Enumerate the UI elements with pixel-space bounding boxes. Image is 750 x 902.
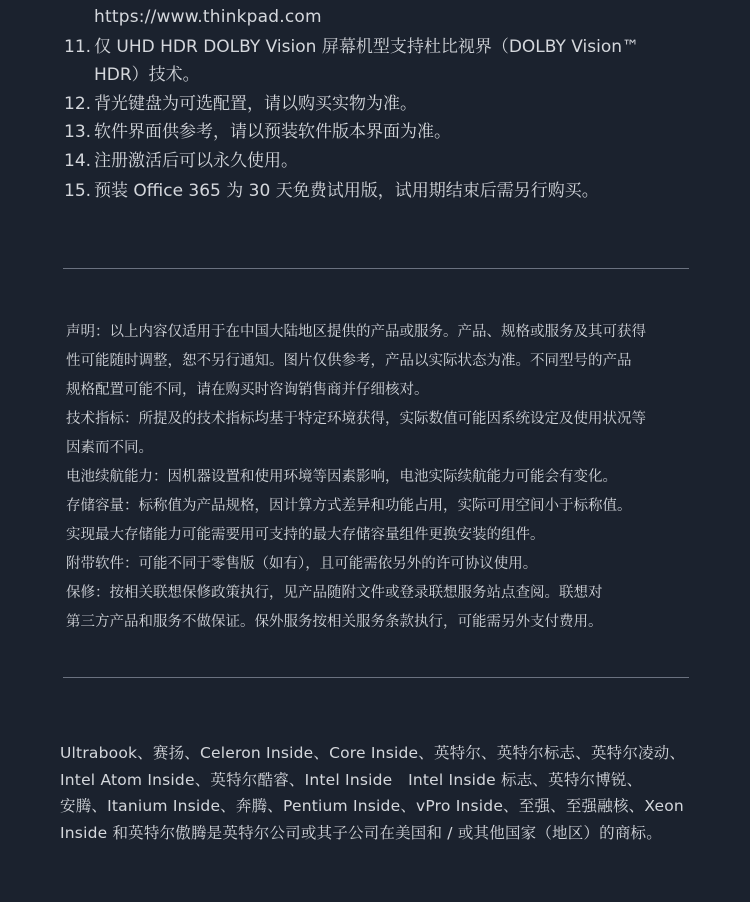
trademark-line: Inside 和英特尔傲腾是英特尔公司或其子公司在美国和 / 或其他国家（地区）的商标。 [60, 823, 662, 842]
note-number: 14. [64, 151, 92, 171]
divider-bottom [63, 677, 689, 678]
note-text: 背光键盘为可选配置，请以购买实物为准。 [94, 94, 417, 114]
note-text: 仅 UHD HDR DOLBY Vision 屏幕机型支持杜比视界（DOLBY Vision™ [94, 37, 640, 57]
note-item-12 [64, 90, 417, 118]
disclaimer-line: 性可能随时调整，恕不另行通知。图片仅供参考，产品以实际状态为准。不同型号的产品 [66, 353, 632, 369]
note-text: 注册激活后可以永久使用。 [94, 151, 298, 171]
note-text: 预装 Office 365 为 30 天免费试用版，试用期结束后需另行购买。 [94, 181, 599, 201]
note-item-15 [64, 177, 599, 205]
disclaimer-line: 因素而不同。 [66, 440, 153, 456]
note-number: 15. [64, 181, 92, 201]
note-text: 软件界面供参考，请以预装软件版本界面为准。 [94, 122, 451, 142]
disclaimer-line: 保修：按相关联想保修政策执行，见产品随附文件或登录联想服务站点查阅。联想对 [66, 585, 603, 601]
note-item-14 [64, 147, 298, 175]
note-number: 13. [64, 122, 92, 142]
note-item-11 [64, 33, 639, 89]
disclaimer-section [66, 318, 716, 637]
trademark-line: 安腾、Itanium Inside、奔腾、Pentium Inside、vPro Inside、至强、至强融核、Xeon [60, 797, 684, 815]
disclaimer-line: 电池续航能力：因机器设置和使用环境等因素影响，电池实际续航能力可能会有变化。 [66, 469, 617, 485]
divider-top [63, 268, 689, 269]
trademark-line: Intel Atom Inside、英特尔酷睿、Intel Inside Intel Inside 标志、英特尔博锐、 [60, 770, 643, 789]
trademark-line: Ultrabook、赛扬、Celeron Inside、Core Inside、英特尔、英特尔标志、英特尔凌动、 [60, 744, 686, 762]
note-text-continuation: HDR）技术。 [94, 65, 200, 85]
disclaimer-line: 附带软件：可能不同于零售版（如有），且可能需依另外的许可协议使用。 [66, 556, 538, 572]
note-item-13 [64, 118, 451, 146]
disclaimer-line: 声明：以上内容仅适用于在中国大陆地区提供的产品或服务。产品、规格或服务及其可获得 [66, 324, 646, 340]
disclaimer-line: 存储容量：标称值为产品规格，因计算方式差异和功能占用，实际可用空间小于标称值。 [66, 498, 632, 514]
trademark-section [60, 740, 720, 846]
url-text: https://www.thinkpad.com [94, 7, 322, 27]
disclaimer-line: 规格配置可能不同，请在购买时咨询销售商并仔细核对。 [66, 382, 429, 398]
disclaimer-line: 实现最大存储能力可能需要用可支持的最大存储容量组件更换安装的组件。 [66, 527, 545, 543]
disclaimer-line: 技术指标：所提及的技术指标均基于特定环境获得，实际数值可能因系统设定及使用状况等 [66, 411, 646, 427]
disclaimer-line: 第三方产品和服务不做保证。保外服务按相关服务条款执行，可能需另外支付费用。 [66, 614, 603, 630]
note-number: 12. [64, 94, 92, 114]
note-number: 11. [64, 37, 92, 57]
